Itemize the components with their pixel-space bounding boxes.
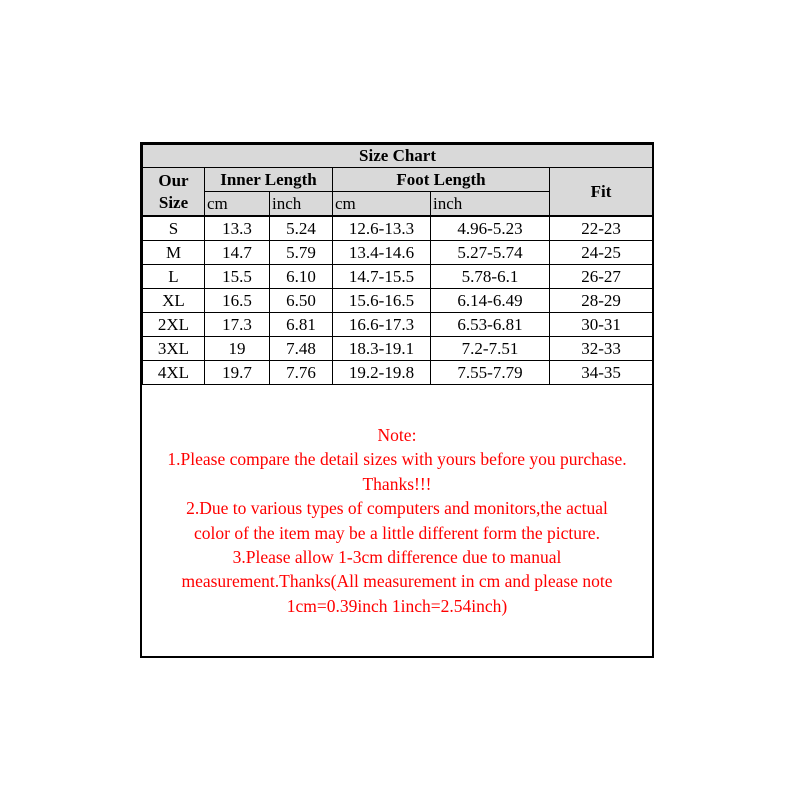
foot-cm-header: cm [333, 192, 431, 217]
chart-title: Size Chart [143, 145, 653, 168]
inner-cm-header: cm [205, 192, 270, 217]
note-line: 1.Please compare the detail sizes with yours before you purchase. [167, 449, 627, 470]
cell-foot-inch: 6.14-6.49 [431, 289, 550, 313]
cell-fit: 26-27 [550, 265, 653, 289]
table-row [143, 265, 653, 289]
cell-foot-cm: 19.2-19.8 [333, 361, 431, 385]
cell-inner-inch: 5.79 [270, 241, 333, 265]
cell-size: M [143, 241, 205, 265]
table-row [143, 337, 653, 361]
note-line: color of the item may be a little different form the picture. [194, 522, 600, 543]
cell-foot-inch: 4.96-5.23 [431, 216, 550, 241]
cell-inner-cm: 19.7 [205, 361, 270, 385]
header-row [143, 168, 653, 192]
fit-header: Fit [550, 168, 653, 217]
cell-size: 2XL [143, 313, 205, 337]
cell-inner-cm: 15.5 [205, 265, 270, 289]
cell-foot-cm: 16.6-17.3 [333, 313, 431, 337]
note-section [142, 385, 652, 618]
cell-size: 4XL [143, 361, 205, 385]
cell-foot-inch: 5.27-5.74 [431, 241, 550, 265]
table-row [143, 289, 653, 313]
foot-inch-header: inch [431, 192, 550, 217]
cell-fit: 34-35 [550, 361, 653, 385]
cell-inner-inch: 6.81 [270, 313, 333, 337]
cell-inner-inch: 6.50 [270, 289, 333, 313]
table-row [143, 241, 653, 265]
cell-foot-cm: 15.6-16.5 [333, 289, 431, 313]
cell-fit: 28-29 [550, 289, 653, 313]
cell-size: 3XL [143, 337, 205, 361]
size-chart [140, 142, 654, 658]
cell-inner-inch: 6.10 [270, 265, 333, 289]
note-line: 1cm=0.39inch 1inch=2.54inch) [286, 595, 508, 616]
cell-foot-cm: 14.7-15.5 [333, 265, 431, 289]
note-heading: Note: [377, 425, 417, 445]
title-row [143, 145, 653, 168]
foot-length-header: Foot Length [333, 168, 550, 192]
cell-inner-cm: 14.7 [205, 241, 270, 265]
cell-foot-cm: 12.6-13.3 [333, 216, 431, 241]
cell-foot-inch: 7.2-7.51 [431, 337, 550, 361]
cell-foot-inch: 7.55-7.79 [431, 361, 550, 385]
note-line: measurement.Thanks(All measurement in cm and please note [181, 571, 613, 592]
inner-inch-header: inch [270, 192, 333, 217]
cell-inner-inch: 7.76 [270, 361, 333, 385]
cell-inner-cm: 13.3 [205, 216, 270, 241]
cell-size: XL [143, 289, 205, 313]
cell-inner-cm: 17.3 [205, 313, 270, 337]
cell-fit: 22-23 [550, 216, 653, 241]
table-row [143, 361, 653, 385]
cell-foot-cm: 18.3-19.1 [333, 337, 431, 361]
cell-inner-inch: 7.48 [270, 337, 333, 361]
cell-foot-cm: 13.4-14.6 [333, 241, 431, 265]
table-row [143, 313, 653, 337]
our-size-header-line1: Our [158, 170, 189, 190]
cell-inner-cm: 19 [205, 337, 270, 361]
cell-fit: 30-31 [550, 313, 653, 337]
our-size-header-line2: Size [158, 192, 189, 212]
note-line: Thanks!!! [362, 473, 432, 494]
cell-inner-cm: 16.5 [205, 289, 270, 313]
cell-size: S [143, 216, 205, 241]
size-table [142, 144, 653, 385]
cell-inner-inch: 5.24 [270, 216, 333, 241]
our-size-header [143, 168, 205, 217]
cell-size: L [143, 265, 205, 289]
note-line: 3.Please allow 1-3cm difference due to manual [232, 547, 562, 568]
inner-length-header: Inner Length [205, 168, 333, 192]
cell-fit: 24-25 [550, 241, 653, 265]
cell-foot-inch: 5.78-6.1 [431, 265, 550, 289]
cell-foot-inch: 6.53-6.81 [431, 313, 550, 337]
cell-fit: 32-33 [550, 337, 653, 361]
note-line: 2.Due to various types of computers and monitors,the actual [186, 498, 608, 519]
table-row [143, 216, 653, 241]
